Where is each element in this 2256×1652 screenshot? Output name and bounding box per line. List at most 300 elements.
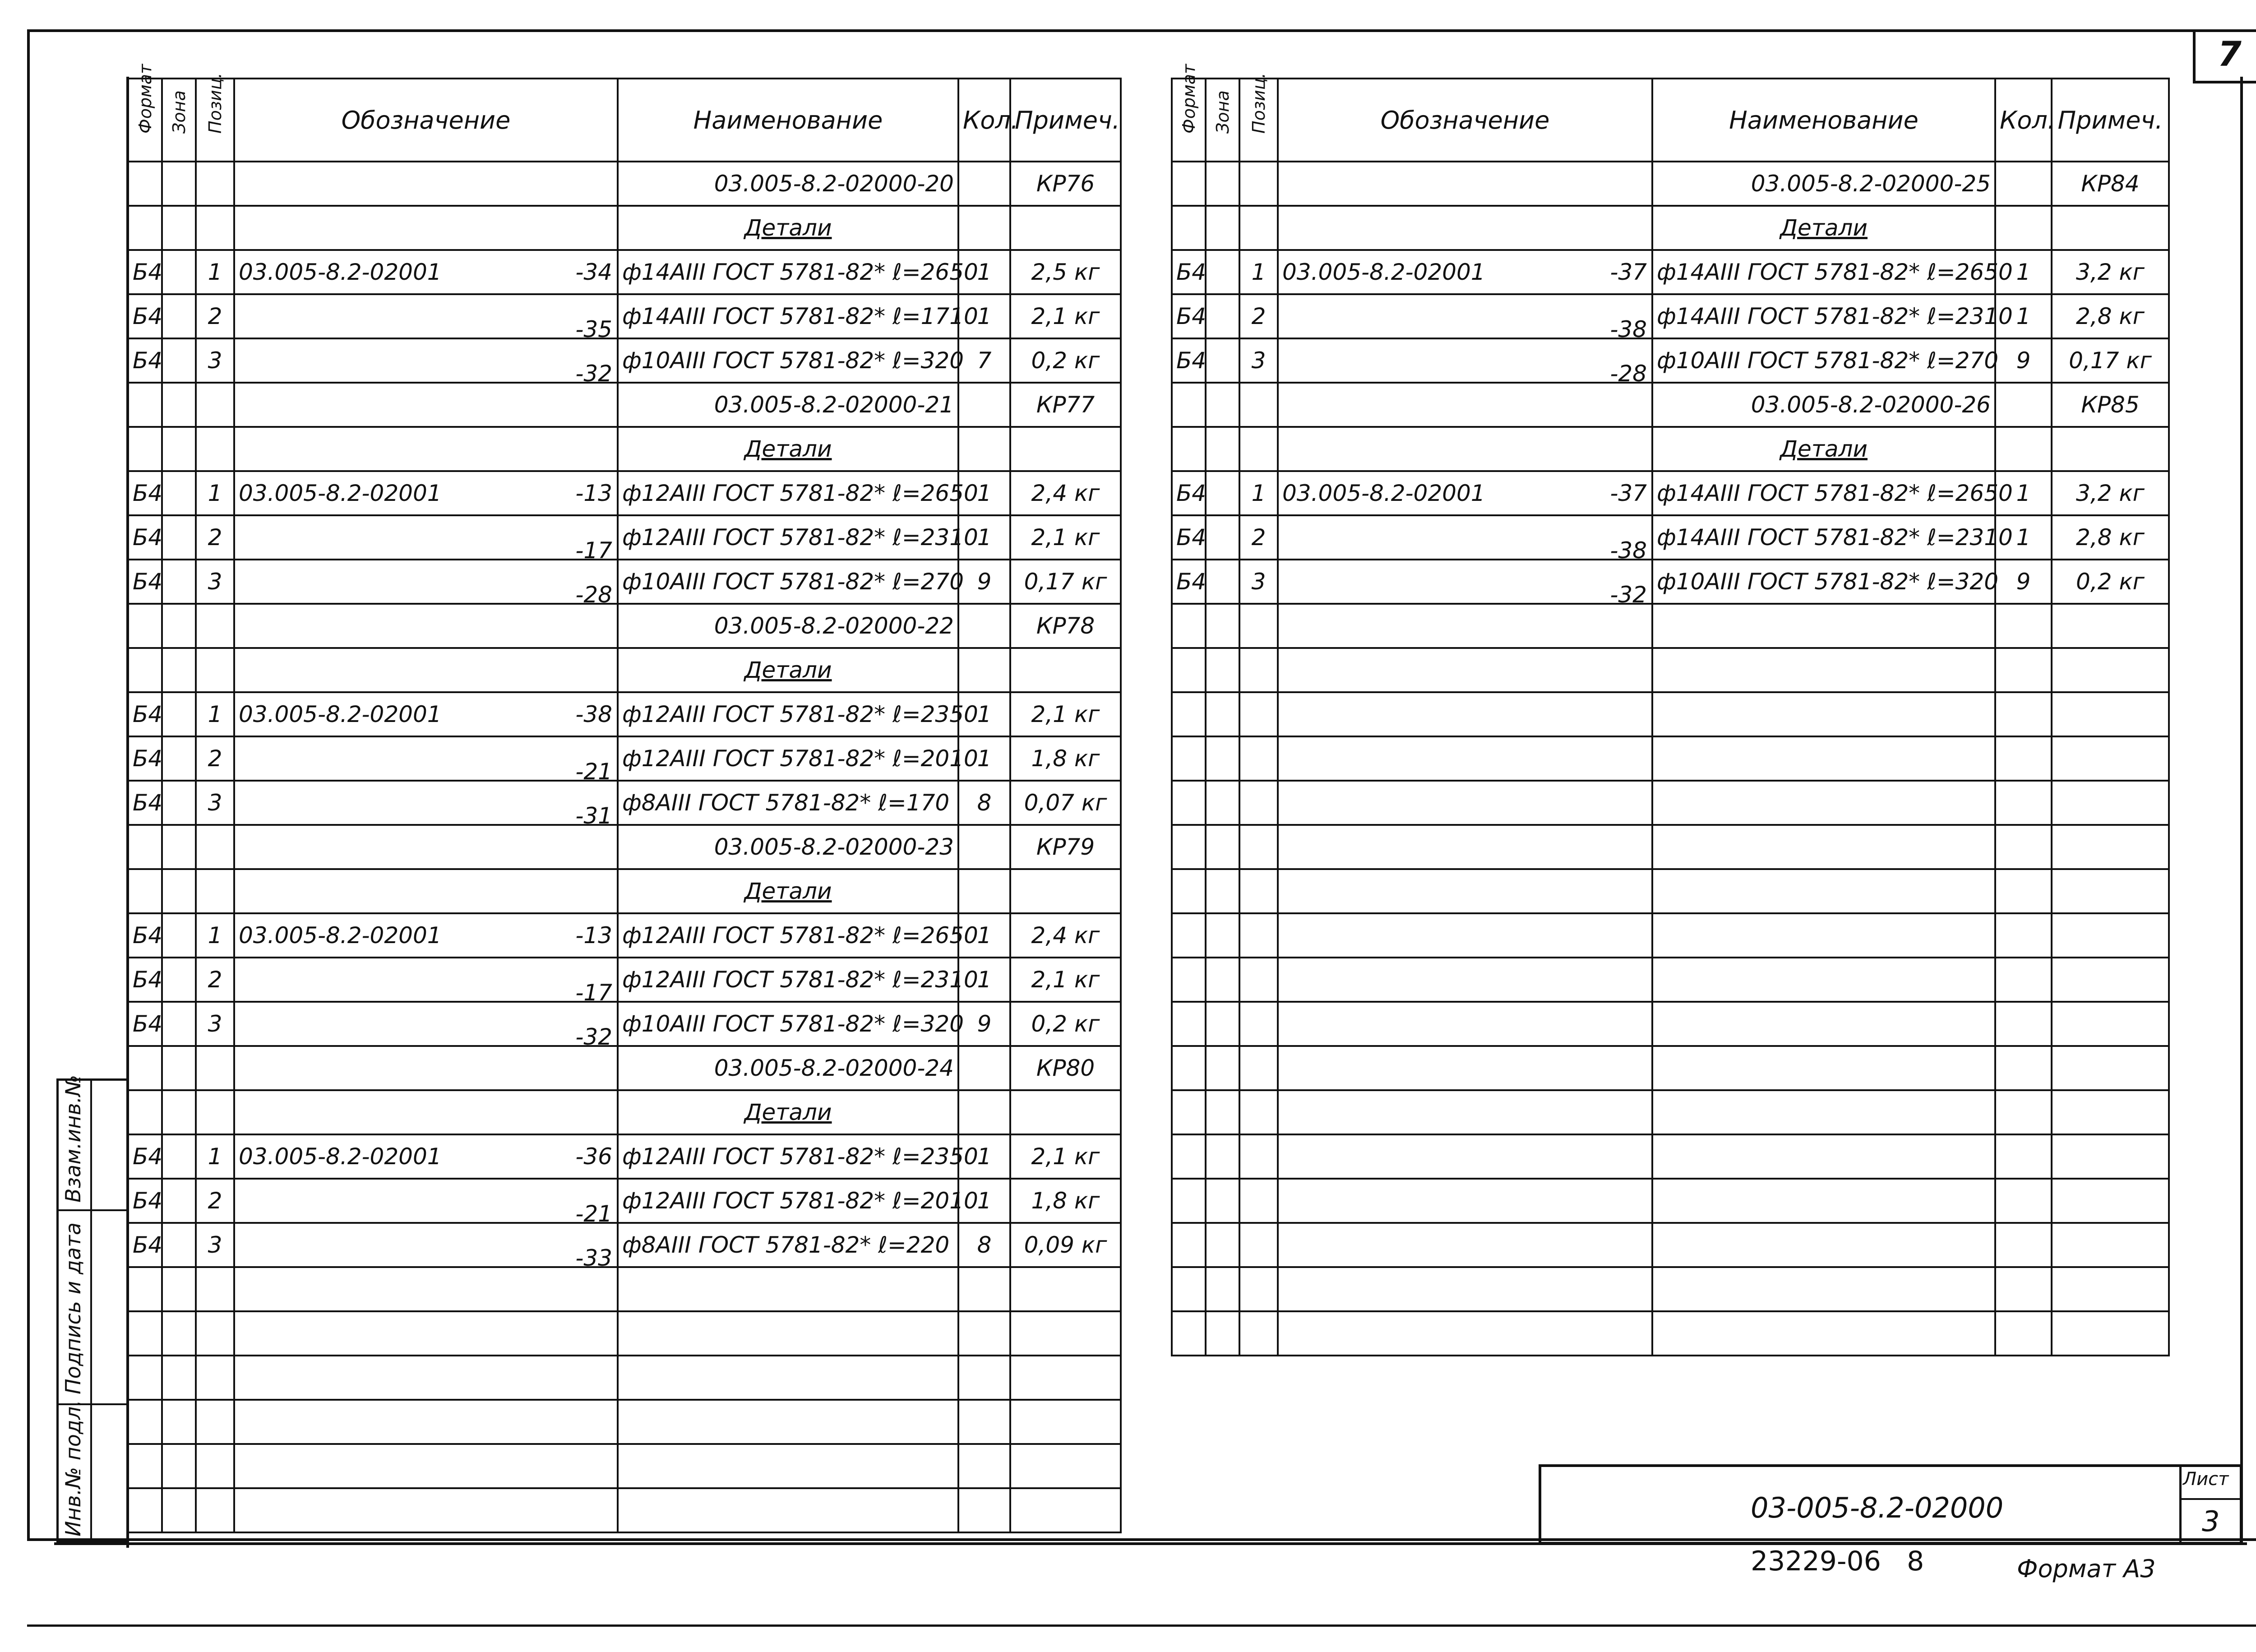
designation-suffix: -21 xyxy=(575,759,612,785)
item-qty: 1 xyxy=(1995,250,2052,294)
item-designation xyxy=(1278,250,1652,294)
empty-cell xyxy=(1278,958,1652,1002)
empty-cell xyxy=(1652,736,1995,781)
item-position: 3 xyxy=(1239,560,1278,604)
item-row xyxy=(128,471,1121,515)
item-format: Б4 xyxy=(1172,338,1206,383)
item-format: Б4 xyxy=(1172,515,1206,560)
col-name-header: Наименование xyxy=(1652,79,1995,162)
empty-cell xyxy=(2052,427,2169,471)
side-stamp-inv-podl: Инв.№ подл. xyxy=(61,1400,85,1536)
empty-cell xyxy=(1278,648,1652,692)
empty-cell xyxy=(196,1400,234,1444)
item-row xyxy=(128,692,1121,736)
item-name: ф12АIII ГОСТ 5781-82* ℓ=2650 xyxy=(618,471,958,515)
item-designation xyxy=(234,515,618,564)
empty-row xyxy=(1172,692,2169,736)
designation-suffix: -28 xyxy=(1610,361,1647,387)
empty-cell xyxy=(1278,162,1652,206)
document-note: КР84 xyxy=(2052,162,2169,206)
empty-cell xyxy=(1652,1090,1995,1134)
empty-cell xyxy=(1206,162,1239,206)
empty-cell xyxy=(196,1267,234,1311)
empty-row xyxy=(1172,1311,2169,1356)
document-row xyxy=(128,1046,1121,1090)
item-designation xyxy=(234,1134,618,1179)
item-name: ф12АIII ГОСТ 5781-82* ℓ=2310 xyxy=(618,958,958,1002)
designation-suffix: -31 xyxy=(575,803,612,829)
empty-cell xyxy=(1010,1488,1121,1532)
empty-cell xyxy=(1010,1400,1121,1444)
empty-cell xyxy=(1172,206,1206,250)
item-position: 3 xyxy=(196,560,234,604)
spec-table-left-body xyxy=(128,162,1121,1532)
empty-cell xyxy=(196,162,234,206)
empty-cell xyxy=(958,869,1010,913)
empty-cell xyxy=(1172,1311,1206,1356)
title-block-divider xyxy=(2179,1498,2242,1500)
item-note: 2,8 кг xyxy=(2052,515,2169,560)
empty-cell xyxy=(1995,913,2052,958)
item-note: 2,8 кг xyxy=(2052,294,2169,338)
empty-cell xyxy=(1652,604,1995,648)
item-qty: 7 xyxy=(958,338,1010,383)
document-note: КР80 xyxy=(1010,1046,1121,1090)
empty-cell xyxy=(162,560,196,604)
empty-cell xyxy=(1995,427,2052,471)
empty-cell xyxy=(162,1090,196,1134)
empty-cell xyxy=(958,648,1010,692)
item-designation xyxy=(1278,294,1652,342)
item-note: 2,4 кг xyxy=(1010,913,1121,958)
item-name: ф10АIII ГОСТ 5781-82* ℓ=320 xyxy=(1652,560,1995,604)
empty-cell xyxy=(958,206,1010,250)
empty-row xyxy=(1172,869,2169,913)
item-note: 2,1 кг xyxy=(1010,958,1121,1002)
item-position: 1 xyxy=(196,250,234,294)
section-row xyxy=(128,427,1121,471)
document-number: 03.005-8.2-02000-26 xyxy=(1652,383,1995,427)
empty-row xyxy=(128,1311,1121,1356)
empty-cell xyxy=(1239,913,1278,958)
empty-cell xyxy=(1206,913,1239,958)
item-row xyxy=(1172,515,2169,560)
item-format: Б4 xyxy=(128,958,162,1002)
empty-cell xyxy=(1239,958,1278,1002)
item-designation xyxy=(234,1002,618,1050)
item-designation xyxy=(234,338,618,387)
empty-cell xyxy=(1278,1046,1652,1090)
item-note: 0,2 кг xyxy=(1010,338,1121,383)
empty-cell xyxy=(1278,604,1652,648)
empty-cell xyxy=(1206,427,1239,471)
empty-cell xyxy=(1239,604,1278,648)
empty-cell xyxy=(1239,692,1278,736)
item-position: 3 xyxy=(1239,338,1278,383)
empty-cell xyxy=(128,1090,162,1134)
item-row xyxy=(128,515,1121,560)
empty-cell xyxy=(1995,736,2052,781)
designation-suffix: -32 xyxy=(575,1024,612,1050)
empty-cell xyxy=(128,206,162,250)
item-format: Б4 xyxy=(1172,294,1206,338)
designation-code: 03.005-8.2-02001 xyxy=(239,259,442,285)
empty-cell xyxy=(162,427,196,471)
item-row xyxy=(128,1179,1121,1223)
empty-cell xyxy=(1010,1311,1121,1356)
empty-cell xyxy=(1239,736,1278,781)
section-row xyxy=(1172,206,2169,250)
designation-suffix: -36 xyxy=(575,1143,612,1170)
item-row xyxy=(128,1223,1121,1267)
item-note: 2,1 кг xyxy=(1010,1134,1121,1179)
item-row xyxy=(1172,250,2169,294)
designation-suffix: -35 xyxy=(575,316,612,342)
empty-cell xyxy=(1278,1311,1652,1356)
empty-cell xyxy=(1172,1090,1206,1134)
empty-cell xyxy=(162,1311,196,1356)
empty-cell xyxy=(196,1090,234,1134)
empty-cell xyxy=(1652,1267,1995,1311)
item-row xyxy=(1172,294,2169,338)
empty-cell xyxy=(1172,736,1206,781)
item-note: 0,2 кг xyxy=(2052,560,2169,604)
empty-cell xyxy=(128,1444,162,1488)
empty-cell xyxy=(196,427,234,471)
item-qty: 9 xyxy=(958,560,1010,604)
empty-cell xyxy=(1172,383,1206,427)
empty-cell xyxy=(1995,162,2052,206)
empty-cell xyxy=(1652,869,1995,913)
item-format: Б4 xyxy=(128,736,162,781)
empty-cell xyxy=(1995,869,2052,913)
item-designation xyxy=(234,913,618,958)
empty-cell xyxy=(234,1046,618,1090)
empty-cell xyxy=(162,1267,196,1311)
item-name: ф12АIII ГОСТ 5781-82* ℓ=2350 xyxy=(618,692,958,736)
empty-cell xyxy=(162,604,196,648)
item-row xyxy=(1172,338,2169,383)
empty-cell xyxy=(618,1356,958,1400)
empty-cell xyxy=(1172,958,1206,1002)
empty-cell xyxy=(1278,692,1652,736)
title-block-doc-code: 03-005-8.2-02000 xyxy=(1751,1491,2004,1524)
empty-cell xyxy=(1206,471,1239,515)
empty-cell xyxy=(958,1400,1010,1444)
item-qty: 1 xyxy=(958,913,1010,958)
empty-cell xyxy=(1206,1267,1239,1311)
empty-cell xyxy=(958,383,1010,427)
col-qty-header: Кол. xyxy=(958,79,1010,162)
document-note: КР78 xyxy=(1010,604,1121,648)
item-format: Б4 xyxy=(128,692,162,736)
empty-cell xyxy=(958,1356,1010,1400)
empty-cell xyxy=(1206,560,1239,604)
empty-cell xyxy=(128,1046,162,1090)
section-title: Детали xyxy=(1652,427,1995,471)
document-number: 03.005-8.2-02000-22 xyxy=(618,604,958,648)
empty-cell xyxy=(2052,1046,2169,1090)
document-number: 03.005-8.2-02000-21 xyxy=(618,383,958,427)
empty-cell xyxy=(1278,1179,1652,1223)
empty-cell xyxy=(1239,1311,1278,1356)
item-name: ф10АIII ГОСТ 5781-82* ℓ=270 xyxy=(1652,338,1995,383)
item-name: ф10АIII ГОСТ 5781-82* ℓ=320 xyxy=(618,1002,958,1046)
empty-row xyxy=(1172,1002,2169,1046)
item-designation xyxy=(234,736,618,785)
empty-cell xyxy=(618,1311,958,1356)
item-position: 2 xyxy=(196,1179,234,1223)
empty-cell xyxy=(128,427,162,471)
designation-code: 03.005-8.2-02001 xyxy=(1282,259,1485,285)
empty-cell xyxy=(162,1179,196,1223)
empty-cell xyxy=(2052,1002,2169,1046)
empty-cell xyxy=(1010,1356,1121,1400)
designation-suffix: -34 xyxy=(575,259,612,285)
empty-row xyxy=(1172,648,2169,692)
empty-row xyxy=(128,1400,1121,1444)
item-format: Б4 xyxy=(1172,560,1206,604)
empty-cell xyxy=(1206,1134,1239,1179)
item-row xyxy=(1172,560,2169,604)
empty-cell xyxy=(1172,1179,1206,1223)
empty-cell xyxy=(162,338,196,383)
empty-cell xyxy=(1172,869,1206,913)
item-note: 3,2 кг xyxy=(2052,250,2169,294)
empty-cell xyxy=(1172,913,1206,958)
empty-cell xyxy=(958,1488,1010,1532)
empty-cell xyxy=(1995,648,2052,692)
empty-cell xyxy=(2052,1090,2169,1134)
empty-cell xyxy=(234,162,618,206)
empty-cell xyxy=(128,825,162,869)
designation-suffix: -21 xyxy=(575,1201,612,1227)
empty-cell xyxy=(1206,958,1239,1002)
empty-cell xyxy=(1206,869,1239,913)
empty-cell xyxy=(2052,958,2169,1002)
empty-cell xyxy=(1206,1179,1239,1223)
designation-code: 03.005-8.2-02001 xyxy=(239,701,442,727)
item-note: 2,1 кг xyxy=(1010,692,1121,736)
empty-cell xyxy=(1206,692,1239,736)
empty-row xyxy=(1172,1090,2169,1134)
item-qty: 1 xyxy=(958,692,1010,736)
empty-cell xyxy=(162,913,196,958)
empty-cell xyxy=(234,1311,618,1356)
empty-cell xyxy=(1206,515,1239,560)
item-position: 1 xyxy=(196,913,234,958)
empty-cell xyxy=(1010,1444,1121,1488)
document-row xyxy=(1172,162,2169,206)
item-row xyxy=(128,294,1121,338)
empty-cell xyxy=(1206,1311,1239,1356)
designation-suffix: -32 xyxy=(1610,582,1647,608)
item-qty: 1 xyxy=(958,1179,1010,1223)
empty-cell xyxy=(1652,1223,1995,1267)
item-format: Б4 xyxy=(128,294,162,338)
empty-cell xyxy=(618,1267,958,1311)
item-name: ф8АIII ГОСТ 5781-82* ℓ=220 xyxy=(618,1223,958,1267)
empty-cell xyxy=(1172,1134,1206,1179)
item-position: 2 xyxy=(1239,294,1278,338)
title-block-sheet-label: Лист xyxy=(2183,1469,2229,1490)
item-note: 3,2 кг xyxy=(2052,471,2169,515)
side-stamp-vzam: Взам.инв.№ xyxy=(61,1074,85,1203)
item-note: 2,1 кг xyxy=(1010,515,1121,560)
empty-cell xyxy=(234,648,618,692)
document-note: КР79 xyxy=(1010,825,1121,869)
empty-row xyxy=(128,1356,1121,1400)
col-position-header: Позиц. xyxy=(196,79,234,162)
item-qty: 1 xyxy=(1995,515,2052,560)
item-designation xyxy=(234,250,618,294)
empty-row xyxy=(1172,781,2169,825)
empty-cell xyxy=(1239,781,1278,825)
item-row xyxy=(128,250,1121,294)
empty-cell xyxy=(196,1488,234,1532)
empty-cell xyxy=(196,825,234,869)
empty-cell xyxy=(2052,648,2169,692)
item-qty: 1 xyxy=(958,471,1010,515)
item-qty: 1 xyxy=(958,736,1010,781)
col-designation-header: Обозначение xyxy=(234,79,618,162)
empty-cell xyxy=(2052,206,2169,250)
item-designation xyxy=(234,560,618,608)
empty-cell xyxy=(1278,913,1652,958)
empty-cell xyxy=(162,206,196,250)
empty-cell xyxy=(1995,1090,2052,1134)
col-format-header: Формат xyxy=(128,79,162,162)
section-row xyxy=(128,206,1121,250)
designation-suffix: -38 xyxy=(1610,537,1647,564)
item-qty: 1 xyxy=(1995,471,2052,515)
empty-row xyxy=(128,1267,1121,1311)
empty-cell xyxy=(1172,427,1206,471)
document-row xyxy=(128,604,1121,648)
empty-cell xyxy=(162,515,196,560)
section-title: Детали xyxy=(618,869,958,913)
item-format: Б4 xyxy=(1172,471,1206,515)
empty-cell xyxy=(1206,294,1239,338)
empty-cell xyxy=(162,869,196,913)
empty-cell xyxy=(1652,913,1995,958)
item-qty: 1 xyxy=(1995,294,2052,338)
empty-cell xyxy=(162,471,196,515)
empty-cell xyxy=(162,958,196,1002)
item-qty: 9 xyxy=(958,1002,1010,1046)
item-format: Б4 xyxy=(128,1002,162,1046)
empty-cell xyxy=(234,206,618,250)
section-title: Детали xyxy=(618,427,958,471)
empty-cell xyxy=(2052,781,2169,825)
section-title: Детали xyxy=(618,1090,958,1134)
document-row xyxy=(1172,383,2169,427)
designation-code: 03.005-8.2-02001 xyxy=(239,1143,442,1170)
empty-cell xyxy=(196,1046,234,1090)
spec-table-right-body xyxy=(1172,162,2169,1356)
empty-cell xyxy=(1239,825,1278,869)
empty-cell xyxy=(1995,692,2052,736)
document-note: КР85 xyxy=(2052,383,2169,427)
document-number: 03.005-8.2-02000-24 xyxy=(618,1046,958,1090)
item-position: 1 xyxy=(1239,250,1278,294)
side-stamp-row-divider xyxy=(56,1209,129,1211)
document-row xyxy=(128,825,1121,869)
col-position-header: Позиц. xyxy=(1239,79,1278,162)
item-row xyxy=(128,1002,1121,1046)
item-name: ф14АIII ГОСТ 5781-82* ℓ=2310 xyxy=(1652,294,1995,338)
item-row xyxy=(128,338,1121,383)
document-number: 03.005-8.2-02000-23 xyxy=(618,825,958,869)
item-note: 0,07 кг xyxy=(1010,781,1121,825)
designation-suffix: -17 xyxy=(575,980,612,1006)
empty-cell xyxy=(1172,648,1206,692)
empty-cell xyxy=(1239,427,1278,471)
item-qty: 8 xyxy=(958,1223,1010,1267)
empty-cell xyxy=(162,1134,196,1179)
empty-cell xyxy=(1239,1134,1278,1179)
item-qty: 1 xyxy=(958,250,1010,294)
empty-cell xyxy=(1278,825,1652,869)
empty-cell xyxy=(958,604,1010,648)
item-name: ф10АIII ГОСТ 5781-82* ℓ=320 xyxy=(618,338,958,383)
empty-cell xyxy=(128,383,162,427)
item-qty: 1 xyxy=(958,958,1010,1002)
empty-cell xyxy=(1652,1179,1995,1223)
empty-cell xyxy=(1172,1046,1206,1090)
item-format: Б4 xyxy=(128,338,162,383)
empty-cell xyxy=(2052,869,2169,913)
section-row xyxy=(1172,427,2169,471)
empty-cell xyxy=(196,869,234,913)
empty-cell xyxy=(162,1223,196,1267)
empty-cell xyxy=(196,604,234,648)
designation-suffix: -37 xyxy=(1610,480,1647,506)
item-row xyxy=(128,560,1121,604)
col-note-header: Примеч. xyxy=(2052,79,2169,162)
empty-cell xyxy=(1239,162,1278,206)
empty-cell xyxy=(1172,1223,1206,1267)
item-position: 2 xyxy=(196,958,234,1002)
item-qty: 9 xyxy=(1995,338,2052,383)
empty-cell xyxy=(2052,692,2169,736)
item-position: 2 xyxy=(1239,515,1278,560)
empty-row xyxy=(1172,1134,2169,1179)
archive-number: 23229-06 8 xyxy=(1751,1546,1924,1577)
empty-cell xyxy=(2052,1311,2169,1356)
empty-cell xyxy=(1206,338,1239,383)
item-position: 3 xyxy=(196,781,234,825)
item-row xyxy=(128,781,1121,825)
empty-row xyxy=(1172,604,2169,648)
item-format: Б4 xyxy=(128,250,162,294)
item-designation xyxy=(1278,560,1652,608)
empty-cell xyxy=(1239,1223,1278,1267)
item-position: 1 xyxy=(196,471,234,515)
empty-cell xyxy=(1206,1002,1239,1046)
designation-code: 03.005-8.2-02001 xyxy=(1282,480,1485,506)
empty-cell xyxy=(958,1090,1010,1134)
empty-cell xyxy=(958,825,1010,869)
empty-cell xyxy=(162,1002,196,1046)
empty-cell xyxy=(958,1046,1010,1090)
item-name: ф12АIII ГОСТ 5781-82* ℓ=2010 xyxy=(618,736,958,781)
empty-cell xyxy=(1010,869,1121,913)
spec-table-right xyxy=(1171,64,2170,1356)
item-designation xyxy=(234,958,618,1006)
empty-cell xyxy=(1010,1090,1121,1134)
empty-cell xyxy=(2052,825,2169,869)
